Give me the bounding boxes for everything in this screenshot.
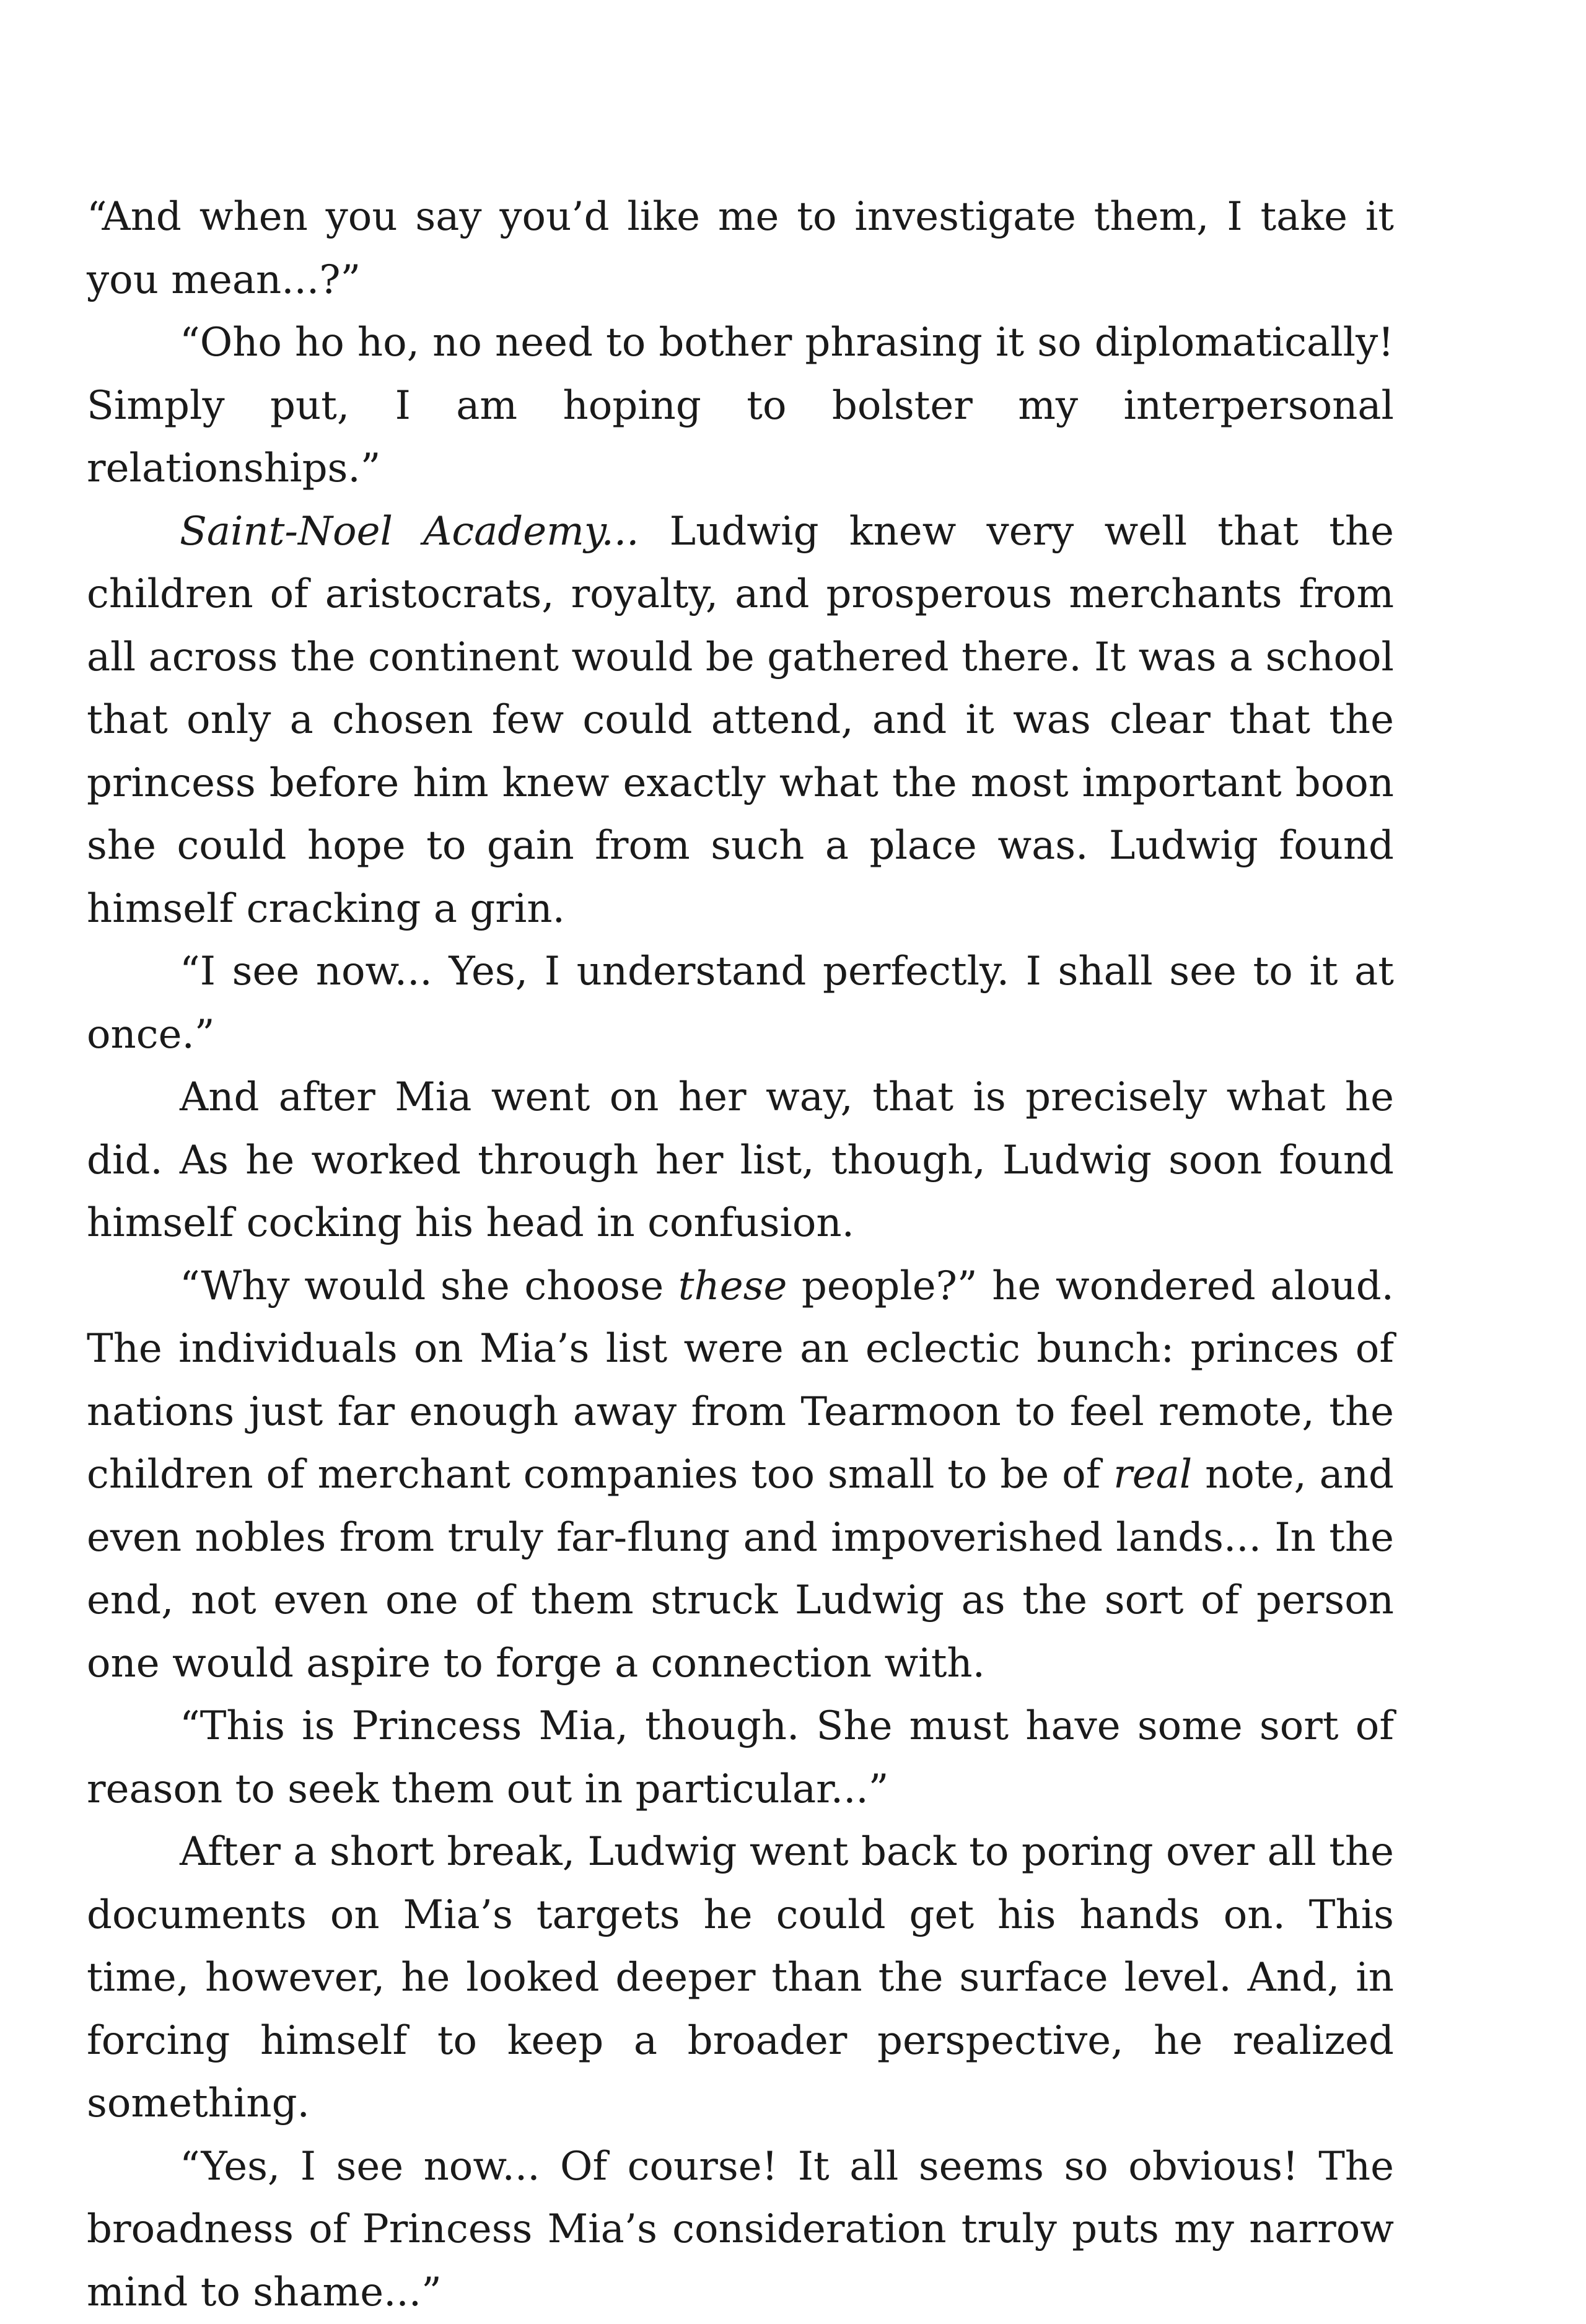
- paragraph-6-text-c: note, and even nobles from truly far-flung and impoverished lands... In the end, not even one of them struck Ludwig as the sort of person one would aspire to forge a connection with.: [87, 1452, 1394, 1686]
- paragraph-5: [87, 1066, 1394, 1255]
- paragraph-4-text: “I see now... Yes, I understand perfectly. I shall see to it at once.”: [87, 949, 1394, 1058]
- paragraph-7-text: “This is Princess Mia, though. She must have some sort of reason to seek them out in particular...”: [87, 1703, 1394, 1812]
- paragraph-1-text: “And when you say you’d like me to investigate them, I take it you mean...?”: [87, 194, 1394, 303]
- paragraph-3-italic-academy: Saint-Noel Academy...: [180, 509, 639, 555]
- paragraph-6-italic-these: these: [678, 1263, 787, 1309]
- body-text: [87, 186, 1394, 2324]
- paragraph-9: [87, 2136, 1394, 2324]
- paragraph-1: [87, 186, 1394, 312]
- paragraph-3-text: Ludwig knew very well that the children of aristocrats, royalty, and prosperous merchants from all across the continent would be gathered there. It was a school that only a chosen few could attend, and it was clear that the princess before him knew exactly what the most important boon she could hope to gain from such a place was. Ludwig found himself cracking a grin.: [87, 509, 1394, 932]
- paragraph-7: [87, 1695, 1394, 1821]
- paragraph-8-text: After a short break, Ludwig went back to poring over all the documents on Mia’s targets he could get his hands on. This time, however, he looked deeper than the surface level. And, in forcing himself to keep a broader perspective, he realized something.: [87, 1829, 1394, 2126]
- paragraph-6: [87, 1255, 1394, 1696]
- paragraph-6-italic-real: real: [1113, 1452, 1192, 1497]
- paragraph-6-text-b: people?” he wondered aloud. The individuals on Mia’s list were an eclectic bunch: princes of nations just far enough away from Tearmoon to feel remote, the children of merchant companies too small to be of: [87, 1263, 1394, 1498]
- paragraph-4: [87, 941, 1394, 1066]
- paragraph-5-text: And after Mia went on her way, that is precisely what he did. As he worked through her list, though, Ludwig soon found himself cocking his head in confusion.: [87, 1074, 1394, 1246]
- paragraph-9-text: “Yes, I see now... Of course! It all seems so obvious! The broadness of Princess Mia’s consideration truly puts my narrow mind to shame...”: [87, 2144, 1394, 2315]
- paragraph-3: [87, 501, 1394, 941]
- paragraph-2: [87, 312, 1394, 501]
- paragraph-6-text-a: “Why would she choose: [180, 1263, 678, 1309]
- paragraph-8: [87, 1821, 1394, 2136]
- paragraph-2-text: “Oho ho ho, no need to bother phrasing it so diplomatically! Simply put, I am hoping to bolster my interpersonal relationships.”: [87, 320, 1394, 491]
